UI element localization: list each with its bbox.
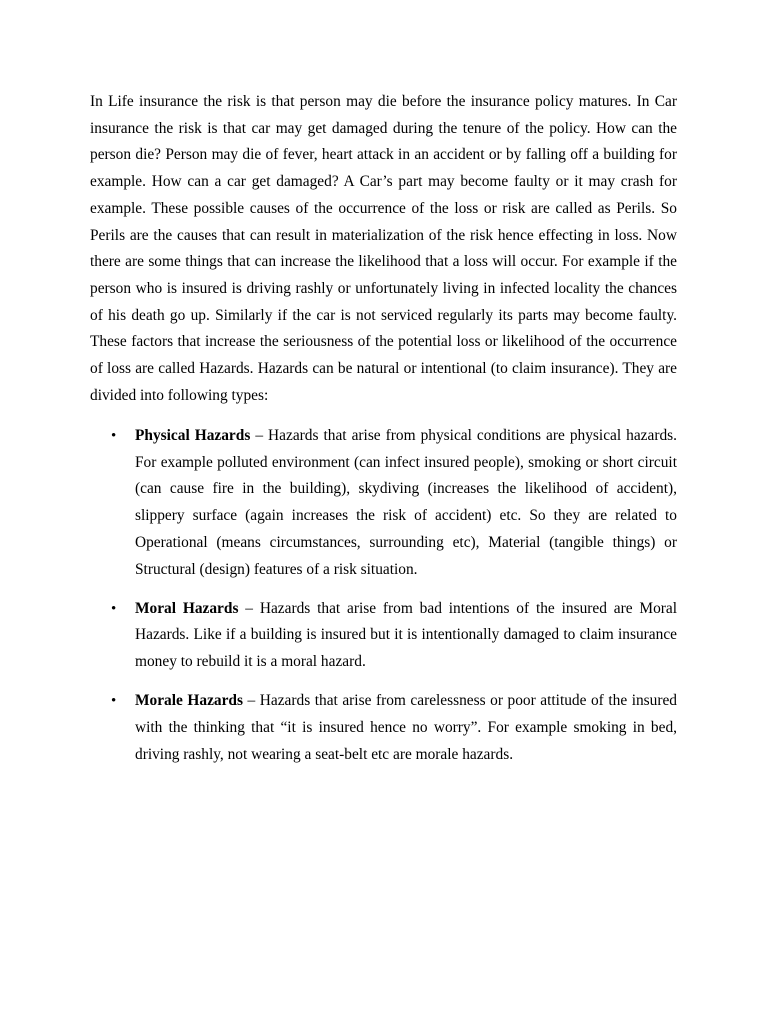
hazard-description: – Hazards that arise from physical conditions are physical hazards. For example polluted environment (can infect insured people), smoking or short circuit (can cause fire in the building), skydiving (increases the likelihood of accident), slippery surface (again increases the risk of accident) etc. So they are related to Operational (means circumstances, surrounding etc), Material (tangible things) or Structural (design) features of a risk situation. <box>135 427 677 578</box>
bullet-icon: • <box>111 428 117 445</box>
bullet-icon: • <box>111 600 117 617</box>
bullet-icon: • <box>111 693 117 710</box>
hazard-list <box>90 423 677 768</box>
hazard-item-physical <box>90 423 677 583</box>
hazard-term: Moral Hazards <box>135 599 239 617</box>
hazard-term: Physical Hazards <box>135 427 251 445</box>
hazard-item-morale <box>90 688 677 768</box>
document-page <box>90 89 677 768</box>
hazard-list-wrapper <box>90 423 677 768</box>
hazard-term: Morale Hazards <box>135 692 243 710</box>
hazard-description: – Hazards that arise from bad intentions of the insured are Moral Hazards. Like if a building is insured but it is intentionally damaged to claim insurance money to rebuild it is a moral hazard. <box>135 599 678 671</box>
hazard-item-moral <box>90 596 677 676</box>
hazard-description: – Hazards that arise from carelessness or poor attitude of the insured with the thinking that “it is insured hence no worry”. For example smoking in bed, driving rashly, not wearing a seat-belt etc are morale hazards. <box>135 692 677 763</box>
intro-paragraph: In Life insurance the risk is that person may die before the insurance policy matures. In Car insurance the risk is that car may get damaged during the tenure of the policy. How can the person die? Person may die of fever, heart attack in an accident or by falling off a building for example. How can a car get damaged? A Car’s part may become faulty or it may crash for example. These possible causes of the occurrence of the loss or risk are called as Perils. So Perils are the causes that can result in materialization of the risk hence effecting in loss. Now there are some things that can increase the likelihood that a loss will occur. For example if the person who is insured is driving rashly or unfortunately living in infected locality the chances of his death go up. Similarly if the car is not serviced regularly its parts may become faulty. These factors that increase the seriousness of the potential loss or likelihood of the occurrence of loss are called Hazards. Hazards can be natural or intentional (to claim insurance). They are divided into following types: <box>90 93 677 404</box>
